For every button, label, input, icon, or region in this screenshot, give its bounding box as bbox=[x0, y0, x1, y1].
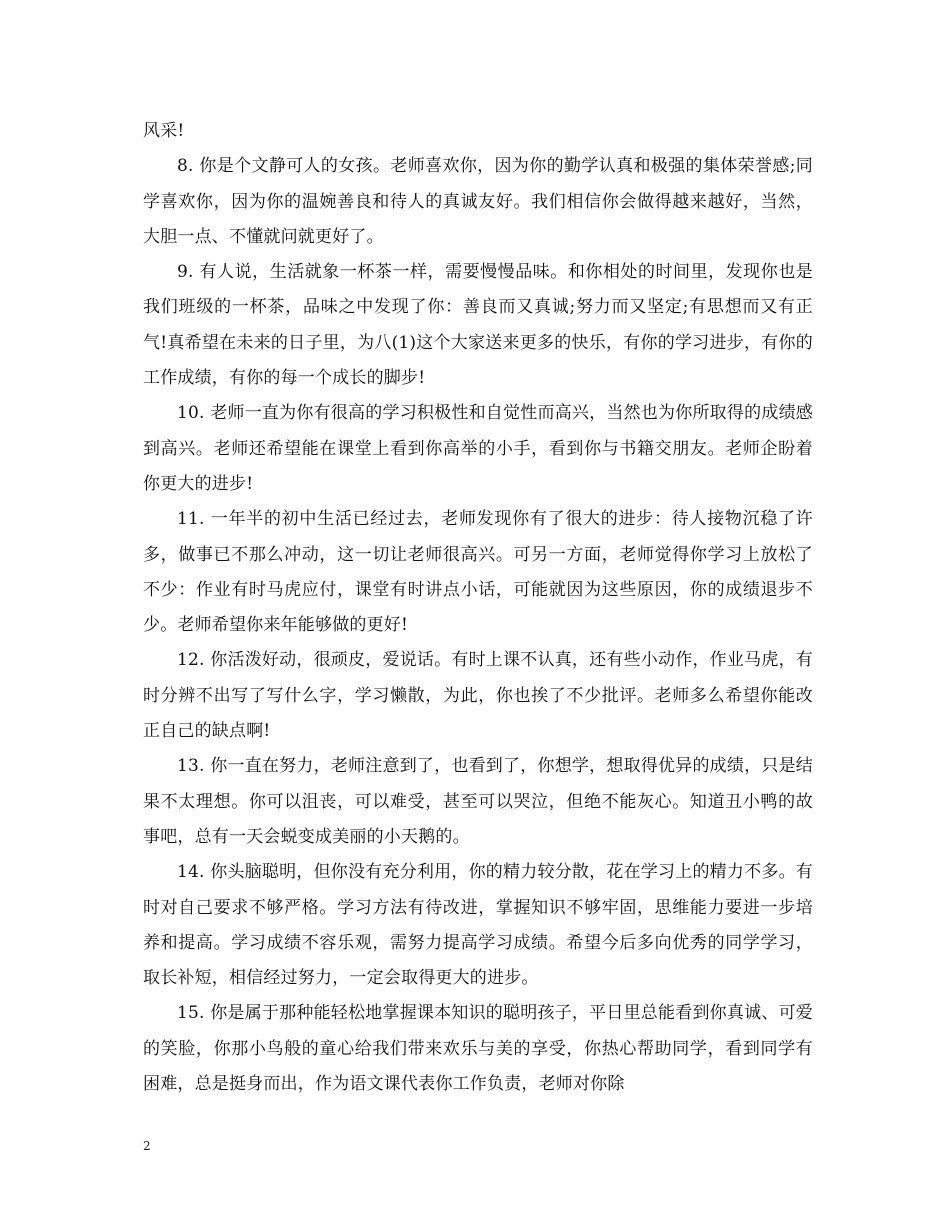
paragraph-comment-12: 12. 你活泼好动，很顽皮，爱说话。有时上课不认真，还有些小动作，作业马虎，有时分辨不出写了写什么字，学习懒散，为此，你也挨了不少批评。老师多么希望你能改正自己的缺点啊! bbox=[143, 650, 813, 742]
paragraph-comment-10: 10. 老师一直为你有很高的学习积极性和自觉性而高兴，当然也为你所取得的成绩感到高兴。老师还希望能在课堂上看到你高举的小手，看到你与书籍交朋友。老师企盼着你更大的进步! bbox=[143, 403, 813, 494]
page-number: 2 bbox=[143, 1139, 151, 1153]
paragraph-comment-9: 9. 有人说，生活就象一杯茶一样，需要慢慢品味。和你相处的时间里，发现你也是我们班级的一杯茶，品味之中发现了你：善良而又真诚;努力而又坚定;有思想而又有正气!真希望在未来的日子里，为八(1)这个大家送来更多的快乐，有你的学习进步，有你的工作成绩，有你的每一个成长的脚步! bbox=[143, 262, 813, 389]
paragraph-comment-11: 11. 一年半的初中生活已经过去，老师发现你有了很大的进步：待人接物沉稳了许多，做事已不那么冲动，这一切让老师很高兴。可另一方面，老师觉得你学习上放松了不少：作业有时马虎应付，课堂有时讲点小话，可能就因为这些原因，你的成绩退步不少。老师希望你来年能够做的更好! bbox=[143, 509, 813, 636]
paragraph-comment-8: 8. 你是个文静可人的女孩。老师喜欢你，因为你的勤学认真和极强的集体荣誉感;同学喜欢你，因为你的温婉善良和待人的真诚友好。我们相信你会做得越来越好，当然，大胆一点、不懂就问就更好了。 bbox=[143, 156, 813, 247]
paragraph-comment-13: 13. 你一直在努力，老师注意到了，也看到了，你想学，想取得优异的成绩，只是结果不太理想。你可以沮丧，可以难受，甚至可以哭泣，但绝不能灰心。知道丑小鸭的故事吧，总有一天会蜕变成美丽的小天鹅的。 bbox=[143, 756, 813, 847]
paragraph-comment-15: 15. 你是属于那种能轻松地掌握课本知识的聪明孩子，平日里总能看到你真诚、可爱的笑脸，你那小鸟般的童心给我们带来欢乐与美的享受，你热心帮助同学，看到同学有困难，总是挺身而出，作为语文课代表你工作负责，老师对你除 bbox=[143, 1003, 813, 1095]
paragraph-continuation: 风采! bbox=[143, 121, 185, 141]
document-body bbox=[143, 114, 813, 1102]
paragraph-comment-14: 14. 你头脑聪明，但你没有充分利用，你的精力较分散，花在学习上的精力不多。有时对自己要求不够严格。学习方法有待改进，掌握知识不够牢固，思维能力要进一步培养和提高。学习成绩不容乐观，需努力提高学习成绩。希望今后多向优秀的同学学习，取长补短，相信经过努力，一定会取得更大的进步。 bbox=[143, 862, 813, 989]
